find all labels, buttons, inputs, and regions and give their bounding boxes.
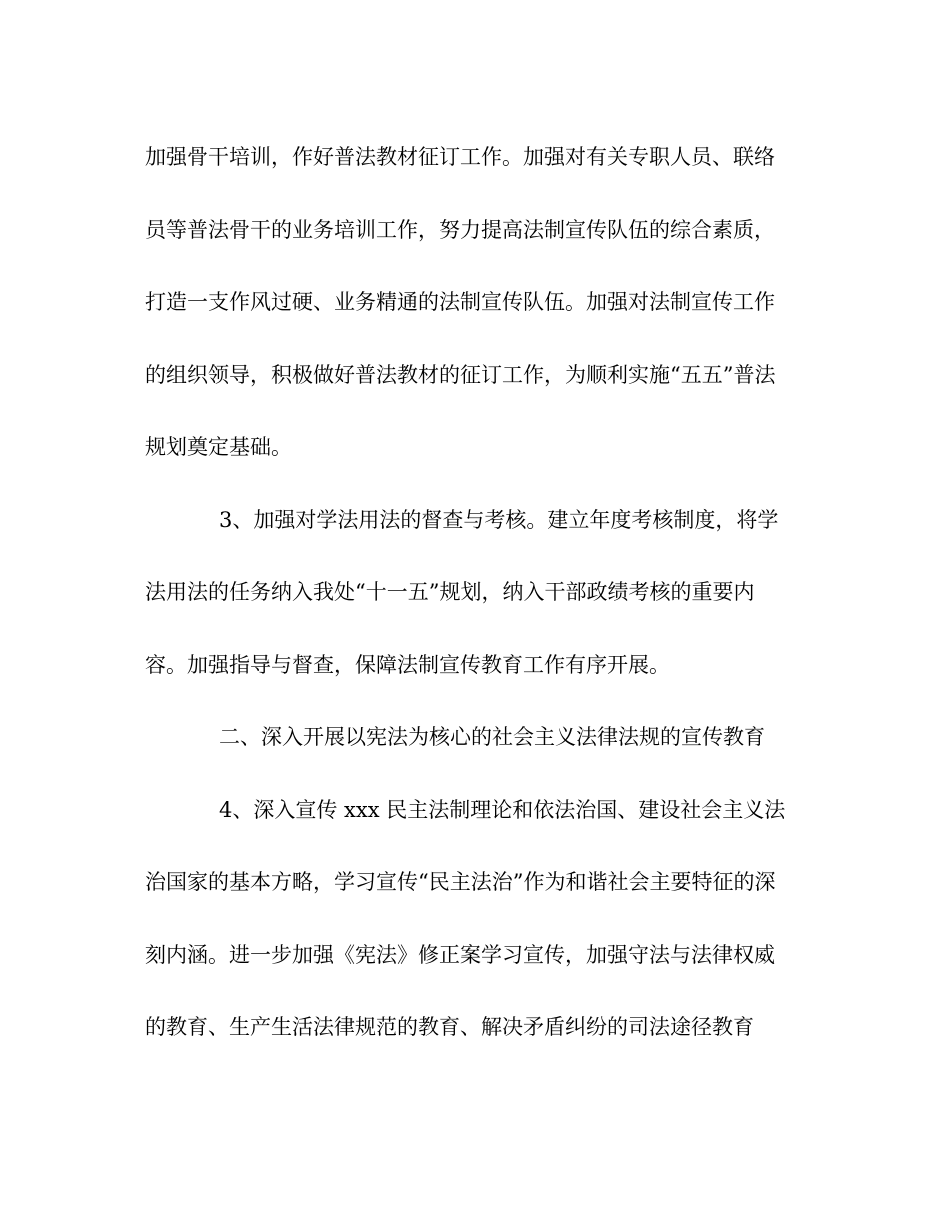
section-heading: 二、深入开展以宪法为核心的社会主义法律法规的宣传教育 — [219, 725, 765, 749]
paragraph-3-line-1: 4、深入宣传 xxx 民主法制理论和依法治国、建设社会主义法 — [219, 798, 786, 822]
paragraph-3-line-4: 的教育、生产生活法律规范的教育、解决矛盾纠纷的司法途径教育 — [145, 1015, 754, 1039]
paragraph-3-line-3: 刻内涵。进一步加强《宪法》修正案学习宣传，加强守法与法律权威 — [145, 943, 775, 967]
paragraph-1-line-3: 打造一支作风过硬、业务精通的法制宣传队伍。加强对法制宣传工作 — [145, 290, 775, 314]
paragraph-1-line-5: 规划奠定基础。 — [145, 435, 292, 459]
paragraph-2-line-1: 3、加强对学法用法的督查与考核。建立年度考核制度，将学 — [219, 508, 779, 532]
paragraph-3-line-2: 治国家的基本方略，学习宣传“民主法治”作为和谐社会主要特征的深 — [145, 870, 776, 894]
paragraph-1-line-4: 的组织领导，积极做好普法教材的征订工作，为顺利实施“五五”普法 — [145, 363, 776, 387]
paragraph-2-line-3: 容。加强指导与督查，保障法制宣传教育工作有序开展。 — [145, 653, 670, 677]
paragraph-1-line-2: 员等普法骨干的业务培训工作，努力提高法制宣传队伍的综合素质， — [145, 218, 775, 242]
paragraph-2-line-2: 法用法的任务纳入我处“十一五”规划，纳入干部政绩考核的重要内 — [145, 580, 755, 604]
paragraph-1-line-1: 加强骨干培训，作好普法教材征订工作。加强对有关专职人员、联络 — [145, 145, 775, 169]
